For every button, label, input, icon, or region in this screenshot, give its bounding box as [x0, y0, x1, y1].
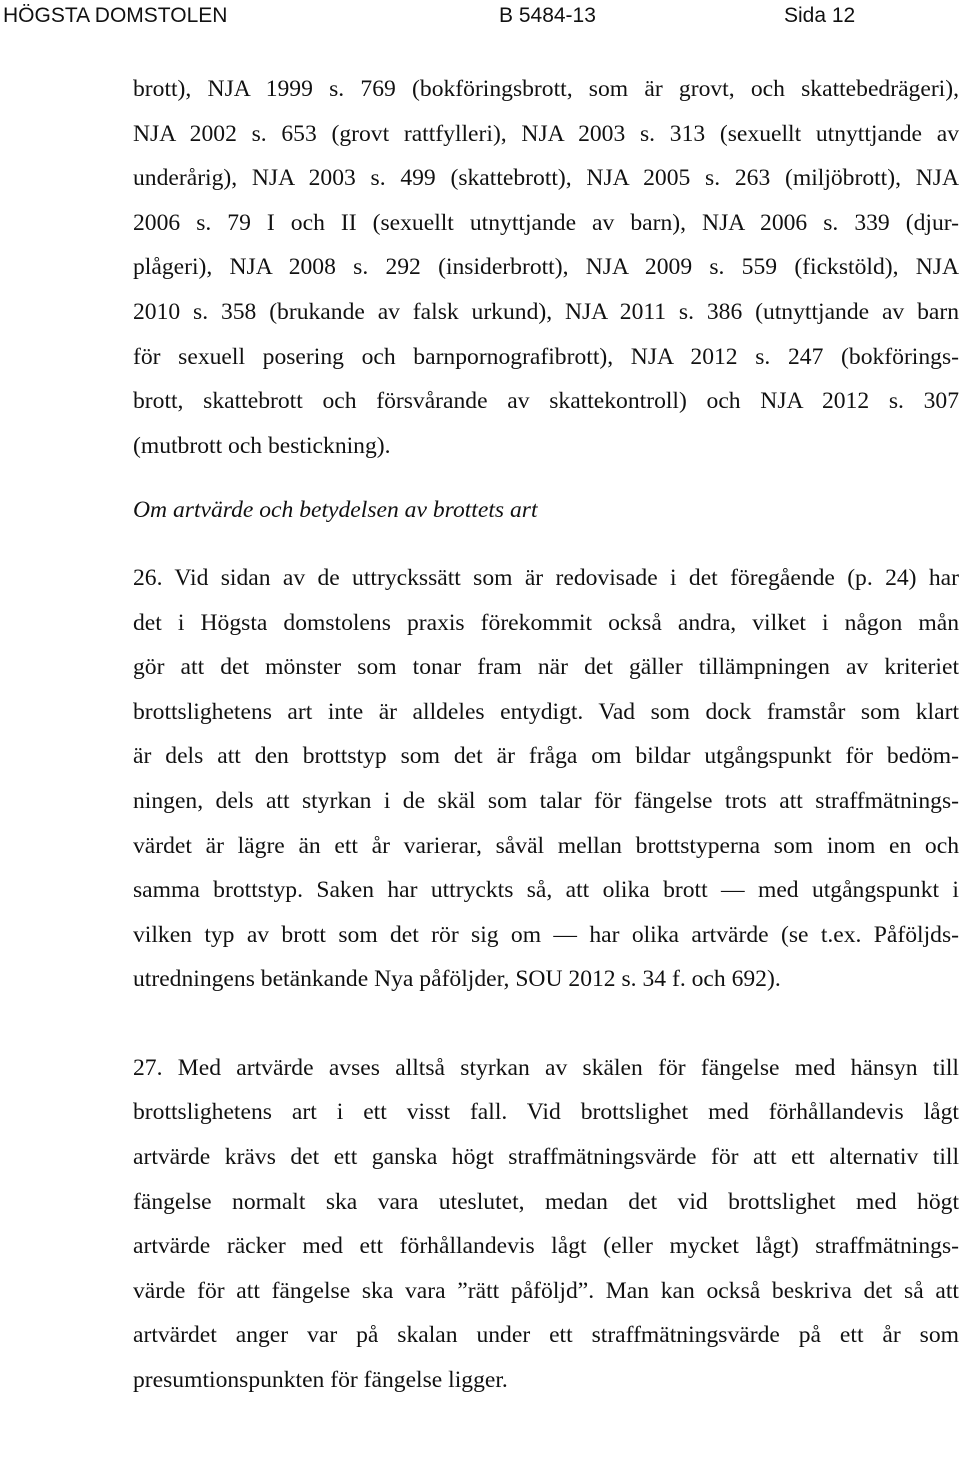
- text-line: värdet är lägre än ett år varierar, såväl mellan brottstyperna som inom en och: [133, 832, 959, 859]
- text-line: vilken typ av brott som det rör sig om — har olika artvärde (se t.ex. Påföljds-: [133, 921, 959, 948]
- text-line: artvärde krävs det ett ganska högt straffmätningsvärde för att ett alternativ till: [133, 1144, 959, 1171]
- text-line: utredningens betänkande Nya påföljder, SOU 2012 s. 34 f. och 692).: [133, 966, 781, 993]
- text-line: det i Högsta domstolens praxis förekommit också andra, vilket i någon mån: [133, 609, 959, 636]
- paragraph-27: [133, 1046, 959, 1403]
- text-line: brott), NJA 1999 s. 769 (bokföringsbrott, som är grovt, och skattebedrägeri),: [133, 76, 959, 102]
- case-number: B 5484-13: [499, 4, 596, 27]
- page-number: Sida 12: [784, 4, 856, 27]
- text-line: är dels att den brottstyp som det är fråga om bildar utgångspunkt för bedöm-: [133, 743, 959, 770]
- text-line: artvärdet anger var på skalan under ett straffmätningsvärde på ett år som: [133, 1322, 959, 1349]
- text-line: 26. Vid sidan av de uttryckssätt som är redovisade i det föregående (p. 24) har: [133, 564, 959, 591]
- paragraph-26: [133, 556, 959, 1002]
- text-line: samma brottstyp. Saken har uttryckts så, att olika brott — med utgångspunkt i: [133, 877, 959, 904]
- text-line: plågeri), NJA 2008 s. 292 (insiderbrott), NJA 2009 s. 559 (fickstöld), NJA: [133, 254, 959, 281]
- court-name: HÖGSTA DOMSTOLEN: [3, 4, 228, 27]
- intro-paragraph: [133, 67, 959, 468]
- text-line: brott, skattebrott och försvårande av skattekontroll) och NJA 2012 s. 307: [133, 388, 959, 415]
- text-line: brottslighetens art i ett visst fall. Vid brottslighet med förhållandevis lågt: [133, 1099, 959, 1126]
- text-line: gör att det mönster som tonar fram när det gäller tillämpningen av kriteriet: [133, 654, 959, 681]
- text-line: ningen, dels att styrkan i de skäl som talar för fängelse trots att straffmätnings-: [133, 787, 959, 814]
- text-line: underårig), NJA 2003 s. 499 (skattebrott), NJA 2005 s. 263 (miljöbrott), NJA: [133, 165, 959, 192]
- text-line: för sexuell posering och barnpornografibrott), NJA 2012 s. 247 (bokförings-: [133, 343, 959, 370]
- text-line: fängelse normalt ska vara uteslutet, medan det vid brottslighet med högt: [133, 1188, 959, 1215]
- text-line: presumtionspunkten för fängelse ligger.: [133, 1367, 508, 1394]
- text-line: artvärde räcker med ett förhållandevis lågt (eller mycket lågt) straffmätnings-: [133, 1233, 959, 1260]
- section-heading: Om artvärde och betydelsen av brottets art: [133, 497, 538, 524]
- text-line: 2006 s. 79 I och II (sexuellt utnyttjande av barn), NJA 2006 s. 339 (djur-: [133, 209, 959, 236]
- text-line: värde för att fängelse ska vara ”rätt påföljd”. Man kan också beskriva det så att: [133, 1277, 959, 1304]
- text-line: (mutbrott och bestickning).: [133, 432, 391, 459]
- text-line: NJA 2002 s. 653 (grovt rattfylleri), NJA 2003 s. 313 (sexuellt utnyttjande av: [133, 120, 959, 147]
- text-line: brottslighetens art inte är alldeles entydigt. Vad som dock framstår som klart: [133, 698, 959, 725]
- text-line: 27. Med artvärde avses alltså styrkan av skälen för fängelse med hänsyn till: [133, 1054, 959, 1081]
- text-line: 2010 s. 358 (brukande av falsk urkund), NJA 2011 s. 386 (utnyttjande av barn: [133, 298, 959, 325]
- document-body: [133, 67, 959, 1403]
- page-header: [0, 4, 960, 34]
